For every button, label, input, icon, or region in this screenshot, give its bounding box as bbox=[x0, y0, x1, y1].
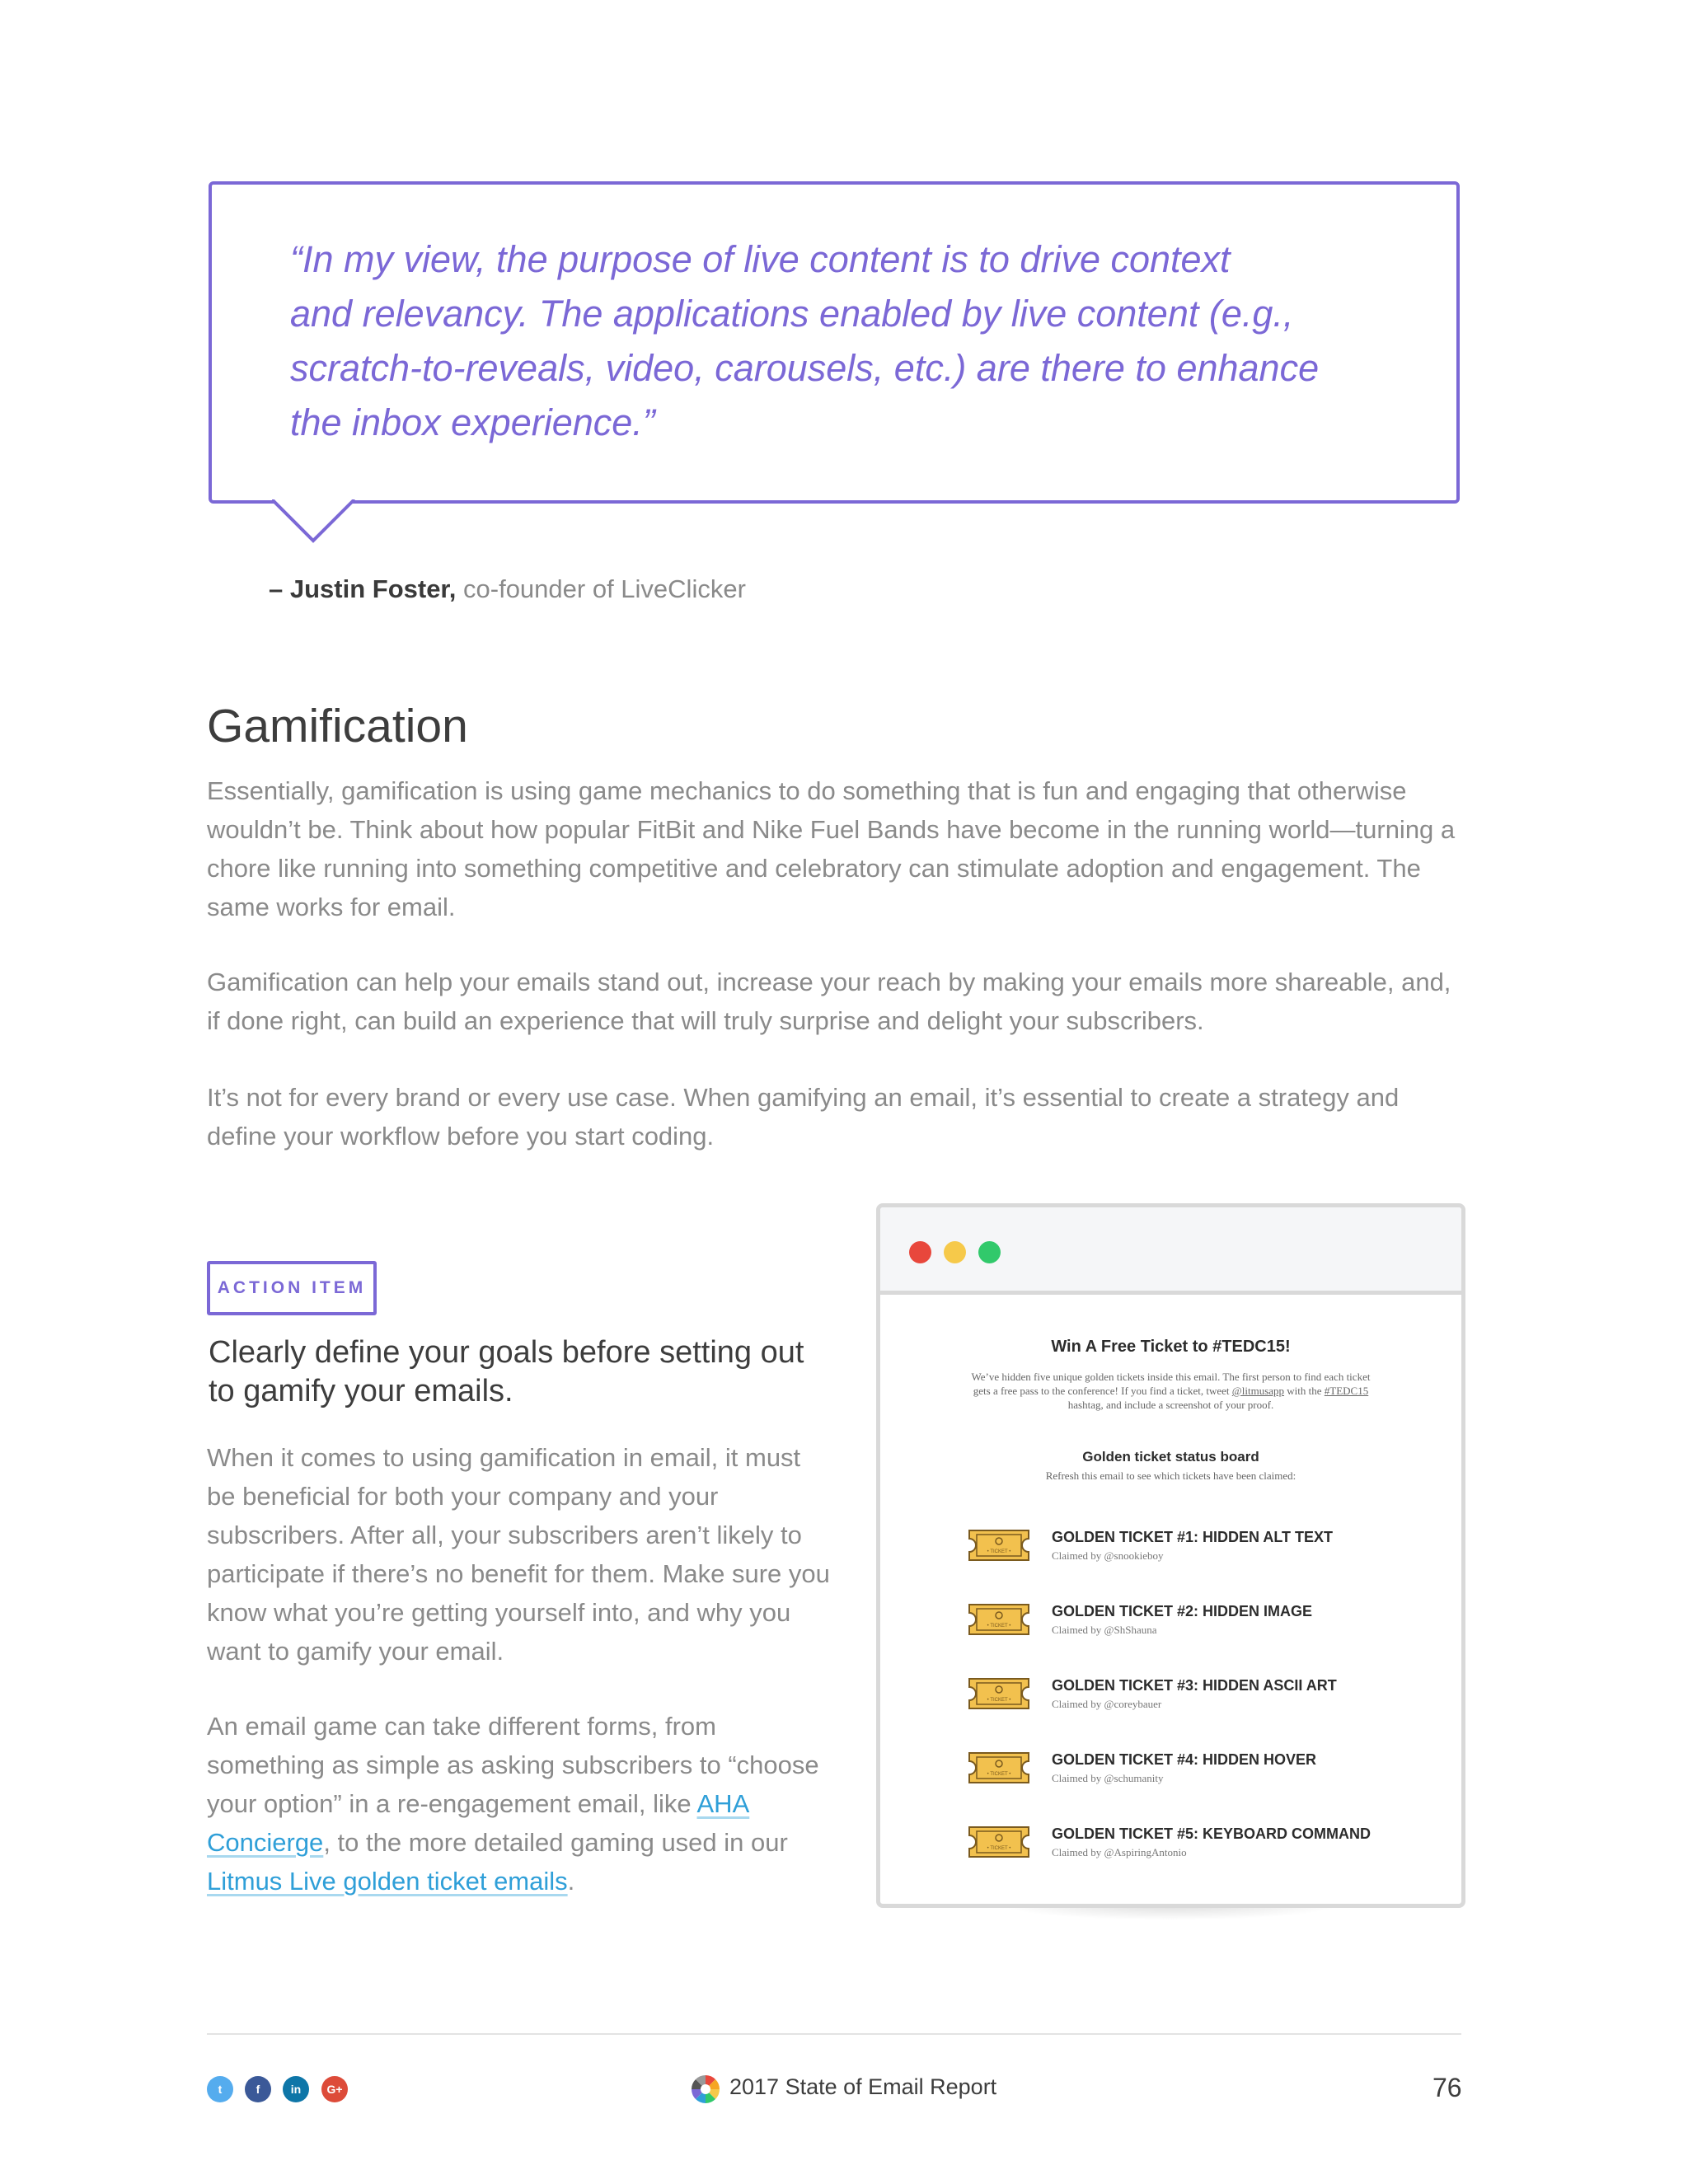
ticket-claimed-by: Claimed by @coreybauer bbox=[1052, 1698, 1162, 1710]
body-paragraph: Essentially, gamification is using game mechanics to do something that is fun and engaging that otherwise wouldn’t be. Think about how popular FitBit and Nike Fuel Bands have become in the running world—turning a chore like running into something competitive and celebratory can stimulate adoption and engagement. The same works for email. bbox=[207, 776, 1456, 921]
browser-toolbar bbox=[880, 1207, 1461, 1295]
ticket-claimed-by: Claimed by @snookieboy bbox=[1052, 1549, 1164, 1562]
intro-text: We’ve hidden five unique golden tickets inside this email. The first person to find each ticket gets a free pass to the conference! If you find a ticket, tweet bbox=[971, 1371, 1371, 1397]
ticket-name: GOLDEN TICKET #5: KEYBOARD COMMAND bbox=[1052, 1825, 1372, 1842]
facebook-icon[interactable]: f bbox=[245, 2076, 271, 2102]
body-paragraph: It’s not for every brand or every use case. When gamifying an email, it’s essential to create a strategy and define your workflow before you start coding. bbox=[207, 1083, 1400, 1151]
ticket-name: GOLDEN TICKET #4: HIDDEN HOVER bbox=[1052, 1751, 1317, 1768]
aha-concierge-link[interactable]: AHA Concierge bbox=[207, 1789, 750, 1857]
minimize-dot-icon bbox=[944, 1241, 966, 1263]
golden-ticket-emails-link[interactable]: Litmus Live golden ticket emails bbox=[207, 1867, 568, 1896]
paragraph-text: , to the more detailed gaming used in our bbox=[323, 1828, 788, 1857]
quote-line: the inbox experience.” bbox=[290, 401, 655, 443]
golden-ticket-icon bbox=[966, 1750, 1032, 1786]
email-intro bbox=[963, 1370, 1379, 1412]
linkedin-icon[interactable]: in bbox=[283, 2076, 309, 2102]
golden-ticket-icon bbox=[966, 1824, 1032, 1860]
intro-text: with the bbox=[1284, 1385, 1325, 1397]
intro-hashtag: #TEDC15 bbox=[1324, 1385, 1369, 1397]
quote-line: scratch-to-reveals, video, carousels, etc.) are there to enhance bbox=[290, 347, 1320, 389]
twitter-icon[interactable]: t bbox=[207, 2076, 233, 2102]
golden-ticket-icon bbox=[966, 1527, 1032, 1563]
section-title: Gamification bbox=[207, 700, 468, 752]
close-dot-icon bbox=[909, 1241, 931, 1263]
google-plus-icon[interactable]: G+ bbox=[321, 2076, 348, 2102]
page-number: 76 bbox=[1432, 2073, 1462, 2102]
golden-ticket-icon bbox=[966, 1675, 1032, 1712]
quote-attribution bbox=[269, 574, 746, 604]
action-item-title: Clearly define your goals before setting out to gamify your emails. bbox=[209, 1335, 804, 1408]
ticket-row bbox=[966, 1674, 1428, 1723]
action-item-badge: ACTION ITEM bbox=[207, 1261, 377, 1315]
ticket-claimed-by: Claimed by @ShShauna bbox=[1052, 1624, 1157, 1636]
ticket-claimed-by: Claimed by @AspiringAntonio bbox=[1052, 1846, 1187, 1858]
ticket-name: GOLDEN TICKET #2: HIDDEN IMAGE bbox=[1052, 1603, 1313, 1619]
report-title: 2017 State of Email Report bbox=[729, 2074, 997, 2099]
intro-handle: @litmusapp bbox=[1231, 1385, 1285, 1397]
quote-line: “In my view, the purpose of live content is to drive context bbox=[290, 238, 1231, 280]
intro-text: hashtag, and include a screenshot of your proof. bbox=[1067, 1399, 1274, 1411]
paragraph-text: An email game can take different forms, from something as simple as asking subscribers to “choose your option” in a re-engagement email, like bbox=[207, 1712, 819, 1818]
golden-ticket-icon bbox=[966, 1601, 1032, 1638]
footer-divider bbox=[207, 2033, 1461, 2035]
status-board-subtitle: Refresh this email to see which tickets have been claimed: bbox=[1045, 1469, 1296, 1482]
ticket-icon-label: • TICKET • bbox=[987, 1624, 1011, 1629]
ticket-claimed-by: Claimed by @schumanity bbox=[1052, 1772, 1164, 1784]
ticket-icon-label: • TICKET • bbox=[987, 1772, 1011, 1777]
ticket-icon-label: • TICKET • bbox=[987, 1846, 1011, 1851]
email-title: Win A Free Ticket to #TEDC15! bbox=[1051, 1338, 1291, 1356]
body-paragraph: Gamification can help your emails stand out, increase your reach by making your emails more shareable, and, if done right, can build an experience that will truly surprise and delight your subscribers. bbox=[207, 968, 1451, 1035]
action-paragraph: When it comes to using gamification in email, it must be beneficial for both your company and your subscribers. After all, your subscribers aren’t likely to participate if there’s no benefit for them. Make sure you know what you’re getting yourself into, and why you want to gamify your email. bbox=[207, 1443, 830, 1666]
attribution-name: – Justin Foster, bbox=[269, 574, 457, 603]
ticket-row bbox=[966, 1748, 1428, 1797]
browser-window bbox=[876, 1203, 1465, 1908]
status-board-title: Golden ticket status board bbox=[1082, 1449, 1259, 1465]
ticket-row bbox=[966, 1526, 1428, 1575]
ticket-row bbox=[966, 1600, 1428, 1649]
quote-text bbox=[290, 232, 1378, 450]
attribution-role: co-founder of LiveClicker bbox=[456, 574, 746, 603]
ticket-icon-label: • TICKET • bbox=[987, 1698, 1011, 1703]
litmus-logo-icon bbox=[691, 2074, 720, 2104]
ticket-name: GOLDEN TICKET #3: HIDDEN ASCII ART bbox=[1052, 1677, 1337, 1694]
maximize-dot-icon bbox=[978, 1241, 1001, 1263]
ticket-name: GOLDEN TICKET #1: HIDDEN ALT TEXT bbox=[1052, 1529, 1334, 1545]
ticket-icon-label: • TICKET • bbox=[987, 1549, 1011, 1554]
action-paragraph bbox=[207, 1707, 833, 1900]
paragraph-text: . bbox=[567, 1867, 575, 1896]
ticket-row bbox=[966, 1822, 1428, 1872]
quote-line: and relevancy. The applications enabled by live content (e.g., bbox=[290, 293, 1294, 335]
